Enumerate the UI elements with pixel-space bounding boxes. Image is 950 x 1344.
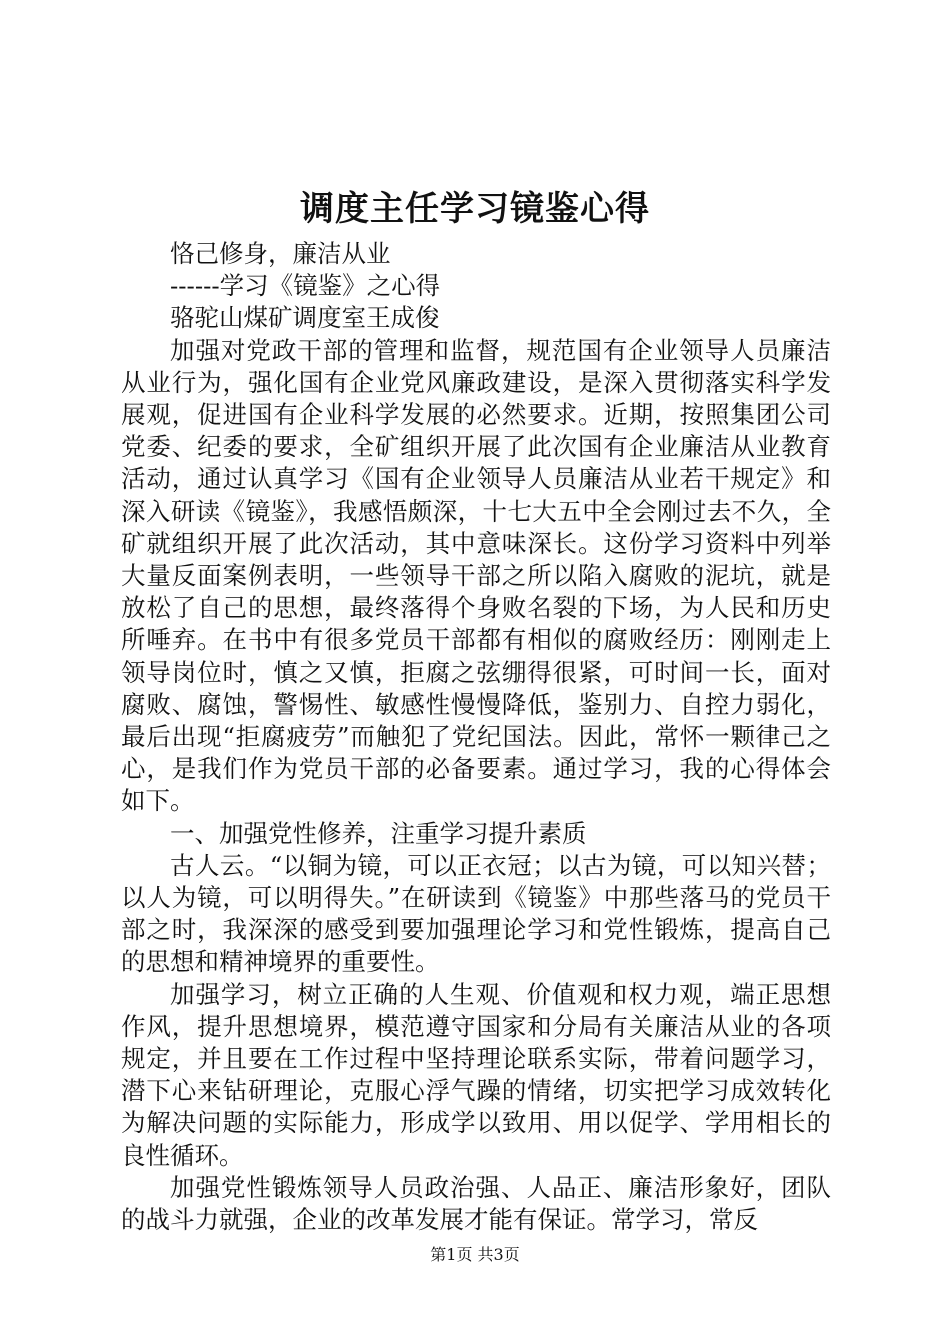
subtitle-line: 恪己修身，廉洁从业 xyxy=(170,239,391,268)
page-footer: 第1页 共3页 xyxy=(430,1245,520,1264)
author-line: 骆驼山煤矿调度室王成俊 xyxy=(170,303,440,333)
body-paragraph: 加强对党政干部的管理和监督，规范国有企业领导人员廉洁从业行为，强化国有企业党风廉政建设，是深入贯彻落实科学发展观，促进国有企业科学发展的必然要求。近期，按照集团公司党委、纪委的要求，全矿组织开展了此次国有企业廉洁从业教育活动，通过认真学习《国有企业领导人员廉洁从业若干规定》和深入研读《镜鉴》，我感悟颇深，十七大五中全会刚过去不久，全矿就组织开展了此次活动，其中意味深长。这份学习资料中列举大量反面案例表明，一些领导干部之所以陷入腐败的泥坑，就是放松了自己的思想，最终落得个身败名裂的下场，为人民和历史所唾弃。在书中有很多党员干部都有相似的腐败经历：刚刚走上领导岗位时，慎之又慎，拒腐之弦绷得很紧，可时间一长，面对腐败、腐蚀，警惕性、敏感性慢慢降低，鉴别力、自控力弱化，最后出现“拒腐疲劳”而触犯了党纪国法。因此，常怀一颗律己之心，是我们作为党员干部的必备要素。通过学习，我的心得体会如下。 xyxy=(121,335,831,816)
subtitle-line-2: ------学习《镜鉴》之心得 xyxy=(170,271,441,301)
document-body xyxy=(121,238,831,1236)
body-paragraph: 加强学习，树立正确的人生观、价值观和权力观，端正思想作风，提升思想境界，模范遵守国家和分局有关廉洁从业的各项规定，并且要在工作过程中坚持理论联系实际，带着问题学习，潜下心来钻研理论，克服心浮气躁的情绪，切实把学习成效转化为解决问题的实际能力，形成学以致用、用以促学、学用相长的良性循环。 xyxy=(121,979,831,1170)
section-heading: 一、加强党性修养，注重学习提升素质 xyxy=(170,818,587,848)
document-title: 调度主任学习镜鉴心得 xyxy=(300,189,650,229)
body-paragraph: 加强党性锻炼领导人员政治强、人品正、廉洁形象好，团队的战斗力就强，企业的改革发展才能有保证。常学习，常反 xyxy=(121,1172,831,1235)
body-paragraph: 古人云。“以铜为镜，可以正衣冠；以古为镜，可以知兴替；以人为镜，可以明得失。”在研读到《镜鉴》中那些落马的党员干部之时，我深深的感受到要加强理论学习和党性锻炼，提高自己的思想和精神境界的重要性。 xyxy=(121,850,831,977)
